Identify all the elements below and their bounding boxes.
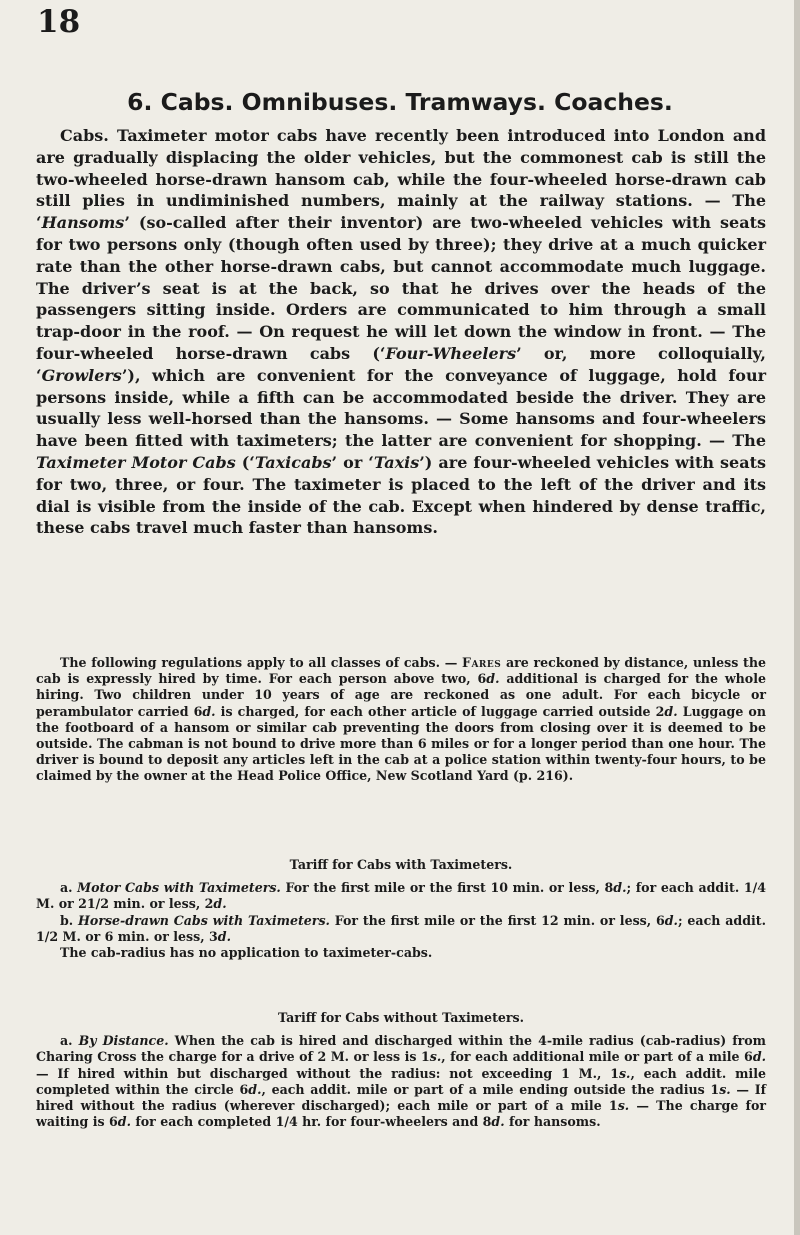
italic-term: Taxis: [373, 452, 420, 472]
unit: d.: [613, 880, 627, 896]
text-run: ; for each addit.: [626, 880, 744, 896]
text-run: ’ (so-called after their inventor) are two-wheeled vehicles with seats for two persons only (though often used by three); they drive at a much quicker rate than the other horse-drawn cabs, but cannot accommodate much luggage. The driver’s seat is at the back, so that he drives over the heads of the passengers sitting inside. Orders are communicated to him through a small trap-door in the roof. — On request he will let down the window in front. — The four-wheeled horse-drawn cabs (‘: [36, 213, 766, 363]
italic-term: Taxicabs: [254, 452, 332, 472]
unit: s.: [719, 1081, 731, 1097]
item-heading: Motor Cabs with Taximeters.: [77, 880, 281, 896]
text-run: min. or less, 2: [109, 896, 214, 912]
text-run: is charged, for each other article of luggage carried outside 2: [215, 703, 665, 719]
text-run: hr. for four-wheelers and 8: [297, 1114, 492, 1130]
spacer: [36, 873, 766, 880]
fraction: 1/2: [86, 896, 110, 912]
text-run: (‘: [235, 452, 255, 472]
text-run: ’) are four-wheeled vehicles with seats for two, three, or four. The taximeter is placed to the left of the driver and its dial is visible from the inside of the cab. Except when hindered by dense traffic, these cabs travel much faster than hansoms.: [36, 452, 766, 538]
tariff-item-a: [36, 1033, 766, 1130]
text-run: Taximeter motor cabs have recently been introduced into London and are gradually displacing the older vehicles, but the commonest cab is still the two-wheeled horse-drawn hansom cab, while the four-wheeled horse-drawn cab still plies in undiminished numbers, mainly at the railway stations. — The ‘: [36, 126, 766, 233]
text-run: ’ or, more colloquially, ‘: [36, 343, 767, 385]
tariff-item-a: [36, 880, 766, 912]
unit: d.: [117, 1114, 131, 1130]
text-run: ’), which are convenient for the conveyance of luggage, hold four persons inside, while a fifth can be accommodated beside the driver. They are usually less well-horsed than the hansoms. — Some hansoms and four-wheelers have been fitted with taximeters; the latter are convenient for shopping. — The: [36, 365, 766, 451]
unit: s.: [618, 1065, 631, 1081]
text-run: , each addit. mile or part of a mile ending outside the radius 1: [261, 1081, 720, 1097]
text-run: ; each addit.: [677, 912, 766, 928]
tariff-title: Tariff for Cabs without Taximeters.: [277, 1010, 525, 1025]
unit: d.: [664, 912, 678, 928]
text-run: — The charge for waiting is 6: [36, 1098, 766, 1130]
fraction: 1/2: [36, 928, 59, 944]
item-label: b.: [60, 912, 79, 928]
tariff-with-taximeters: [36, 857, 766, 961]
text-run: , for each additional mile or part of a mile 6: [441, 1049, 753, 1065]
italic-term: Growlers: [41, 365, 122, 385]
tariff-item-b: [36, 913, 766, 945]
text-run: M. or 2: [36, 896, 87, 912]
unit: s.: [617, 1098, 630, 1114]
italic-term: Taximeter Motor Cabs: [36, 452, 236, 472]
text-run: — If hired without the radius (wherever discharged); each mile or part of a mile 1: [36, 1081, 766, 1114]
section-heading: 6. Cabs. Omnibuses. Tramways. Coaches.: [127, 88, 673, 116]
unit: d.: [752, 1049, 767, 1065]
tariff-note: The cab-radius has no application to taximeter-cabs.: [60, 945, 433, 961]
unit: d.: [217, 928, 231, 944]
text-run: For the first mile or the first 12 min. or less, 6: [329, 912, 665, 928]
unit: d.: [664, 703, 678, 719]
unit: d.: [202, 703, 216, 719]
fraction: 1/4: [275, 1114, 298, 1130]
fraction: 1/4: [743, 880, 766, 896]
item-heading: Horse-drawn Cabs with Taximeters.: [78, 912, 330, 928]
text-run: ’ or ‘: [331, 452, 374, 472]
unit: d.: [491, 1114, 505, 1130]
unit: s.: [429, 1049, 442, 1065]
text-run: Luggage on the footboard of a hansom or similar cab preventing the doors from closing over it is deemed to be outside. The cabman is not bound to drive more than 6 miles or for a longer period than one hour. The driver is bound to deposit any articles left in the cab at a police station within twenty-four hours, to be claimed by the owner at the Head Police Office, New Scotland Yard (p. 216).: [36, 703, 766, 784]
unit: d.: [213, 896, 227, 912]
tariff-title: Tariff for Cabs with Taximeters.: [289, 857, 513, 872]
text-run: are reckoned by distance, unless the cab is expressly hired by time. For each person above two, 6: [36, 655, 766, 687]
page-number: 18: [37, 4, 81, 40]
main-paragraph: [36, 125, 766, 539]
italic-term: Four-Wheelers: [385, 343, 517, 363]
text-run: , each addit. mile completed within the circle 6: [36, 1065, 766, 1097]
text-run: M. or 6 min. or less, 3: [58, 928, 218, 944]
small-caps-term: Fares: [462, 655, 502, 670]
spacer: [36, 1026, 766, 1033]
lead-word: Cabs.: [60, 126, 109, 145]
regulations-paragraph: [36, 655, 766, 785]
text-run: for each completed: [130, 1114, 276, 1130]
text-run: The following regulations apply to all classes of cabs. —: [60, 655, 462, 670]
tariff-without-taximeters: [36, 1010, 766, 1130]
unit: d.: [248, 1081, 262, 1097]
item-label: a.: [60, 1033, 79, 1049]
text-run: For the first mile or the first 10 min. or less, 8: [280, 880, 614, 896]
text-run: When the cab is hired and discharged within the 4-mile radius (cab-radius) from Charing Cross the charge for a drive of 2 M. or less is 1: [36, 1033, 766, 1065]
italic-term: Hansoms: [41, 213, 125, 233]
text-run: for hansoms.: [504, 1114, 601, 1130]
page-edge: [794, 0, 800, 1235]
unit: d.: [486, 671, 500, 687]
text-run: additional is charged for the whole hiring. Two children under 10 years of age are reckoned as one adult. For each bicycle or perambulator carried 6: [36, 671, 767, 719]
item-heading: By Distance.: [78, 1033, 169, 1049]
item-label: a.: [60, 880, 78, 896]
text-run: — If hired within but discharged without the radius: not exceeding 1 M., 1: [36, 1065, 619, 1081]
